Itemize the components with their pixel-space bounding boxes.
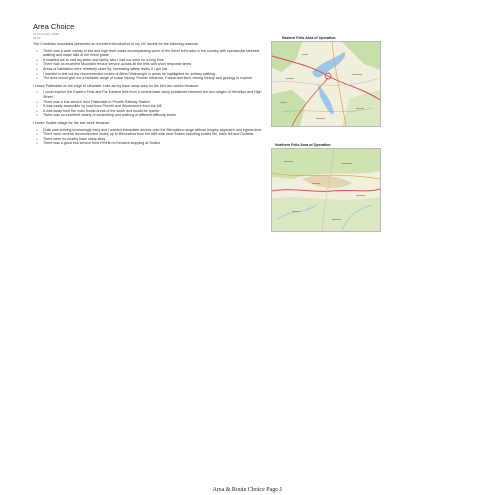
eastern-fells-map [271,41,381,127]
list-item: o There was a wide variety of low and high level walks encompassing some of the finest fell tracks in the country with spectacular lakeside walking and water falls of the finest grade [43,49,266,58]
section-two-list [33,90,266,118]
body-text [33,42,266,149]
intro-list [33,49,266,81]
list-item: o It was away from the main tourist areas of the south and would be quieter [43,109,266,114]
list-item: o Dusk was arriving increasingly early and I wanted immediate access onto the Blencathra range without lengthy approach and egress time. [43,128,266,133]
meta-date: 12 November 2008 [33,32,59,36]
section-two-paragraph: I chose Patterdale on the edge of Ullswater Lake as my base camp area for the first two weeks because: [33,83,200,88]
list-item: o There was an excellent Mountain rescue service across all the fells with short response times [43,62,266,67]
list-item: o There was a good bus service from Penrith to Keswick stopping at Scales. [43,141,266,146]
intro-paragraph: The Cumbrian mountains presented an excellent introduction to my UK travels for the following reasons: [33,42,199,46]
page-footer: Area & Route Choice Page 1 [212,487,283,493]
page-meta [33,32,59,40]
meta-time: 00:53 [33,36,41,40]
eastern-map-graphic [272,42,380,126]
list-item: o It was easily accessible by road from Penrith and Windermere from the M6 [43,104,266,109]
list-item: o The area would give me a fantastic range of social history, Roman influence, Fauna and flora, mining history and geology to explore [43,76,266,81]
list-item: o It enabled me to visit my sister and family who I had not seen for a long time [43,58,266,63]
list-item: o There were several recommended routes up to Blencathra from the A66 side near Scales including scales fell, Halls fell and Doddick. [43,132,266,137]
northern-fells-map [271,148,381,232]
page-title: Area Choice [33,22,75,31]
section-three-list [33,128,266,146]
list-item: o There was a bus service from Patterdale to Penrith Railway Station [43,100,266,105]
list-item: o There were no nearby base camp sites [43,137,266,142]
eastern-map-title: Eastern Fells Area of Operation [282,36,336,40]
list-item: o Areas of habitation were relatively close by, increasing safety levels if I got lost [43,67,266,72]
northern-map-graphic [272,149,380,231]
list-item: o There was an excellent variety of scrambling and walking of different difficulty levels [43,113,266,118]
section-three-paragraph: I chose Scales village for the last week because: [33,120,111,125]
list-item: o I could explore the Eastern Fells and Far Eastern fells from a central base camp positioned between the two ranges of Helvellyn and High Street. [43,90,266,99]
list-item: o I wanted to test out the recommended routes of Alfred Wainwright in areas he highlighted for solitary walking. [43,72,266,77]
northern-map-title: Northern Fells Area of Operation [275,143,331,147]
